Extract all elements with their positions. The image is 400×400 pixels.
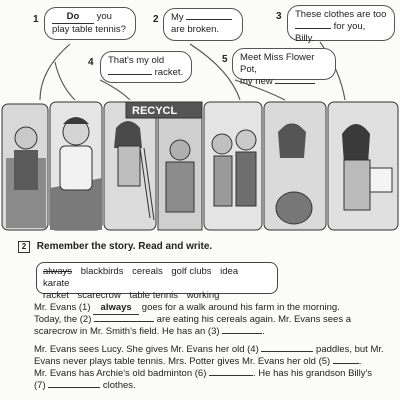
speech-bubble-2 — [163, 8, 243, 41]
bubble-5-number: 5 — [222, 54, 228, 65]
panel-woman-with-pot — [264, 102, 326, 230]
speech-bubble-3 — [287, 5, 395, 44]
text-line-6 — [34, 368, 373, 380]
speech-bubble-5 — [232, 48, 336, 87]
bubble-3-line1: These clothes are too — [295, 9, 387, 20]
line-text: Mr. Evans sees Lucy. She gives Mr. Evans her old (4) — [34, 344, 259, 355]
bubble-1-after: you — [96, 11, 112, 22]
line-text: Today, the (2) — [34, 314, 92, 325]
line-text: clothes. — [102, 380, 136, 391]
blank-5[interactable] — [275, 83, 315, 84]
exercise-instruction: Remember the story. Read and write. — [36, 241, 213, 252]
word-bank-item: table tennis — [129, 290, 179, 301]
panel-man-trees — [2, 104, 48, 230]
answer-blank-7[interactable] — [48, 387, 100, 388]
line-text: goes for a walk around his farm in the morning. — [141, 302, 340, 313]
line-text: . He has his grandson Billy's — [253, 368, 373, 379]
speech-bubble-1 — [44, 7, 136, 40]
word-bank-item: scarecrow — [77, 290, 121, 301]
word-bank-item: blackbirds — [80, 266, 124, 277]
answer-blank-6[interactable] — [209, 375, 253, 376]
text-line-2 — [34, 314, 364, 326]
word-bank-item: idea — [220, 266, 239, 277]
bubble-4-line2: racket. — [154, 67, 184, 78]
answer-blank-2[interactable] — [94, 321, 154, 322]
bubble-2-number: 2 — [153, 14, 159, 25]
bubble-2-line2: are broken. — [171, 24, 220, 35]
bubble-1-number: 1 — [33, 14, 39, 25]
bubble-1-line2: play table tennis? — [52, 24, 126, 35]
line-text: paddles, but Mr. — [316, 344, 384, 355]
answer-blank-5[interactable] — [333, 363, 359, 364]
bubble-3-line2: for you, Billy. — [295, 21, 366, 44]
text-line-5 — [34, 356, 364, 368]
line-text: Evans never plays table tennis. Mrs. Potter gives Mr. Evans her old (5) — [34, 356, 331, 367]
line-text: Mr. Evans (1) — [34, 302, 91, 313]
bubble-5-line2: my new — [240, 76, 273, 87]
answer-blank-3[interactable] — [222, 333, 262, 334]
bubble-2-before: My — [171, 12, 184, 23]
word-bank-item: racket — [43, 290, 69, 301]
line-text: (7) — [34, 380, 46, 391]
story-picture-strip — [0, 98, 400, 238]
line-text: . — [262, 326, 265, 337]
line-text: scarecrow in Mr. Smith's field. He has an (3) — [34, 326, 220, 337]
text-line-7 — [34, 380, 364, 392]
speech-bubble-4 — [100, 51, 192, 83]
bubble-4-line1: That's my old — [108, 55, 165, 66]
line-text: Mr. Evans has Archie's old badminton (6) — [34, 368, 207, 379]
answer-blank-1[interactable]: always — [93, 302, 139, 315]
bubble-5-line1: Meet Miss Flower Pot, — [240, 52, 315, 75]
blank-1-answer[interactable]: Do — [52, 11, 94, 24]
panel-woman-golf-clubs — [104, 102, 156, 230]
word-bank-item: working — [186, 290, 220, 301]
word-bank-item: cereals — [132, 266, 163, 277]
word-bank — [36, 262, 278, 301]
bubble-4-number: 4 — [88, 57, 94, 68]
word-bank-item: always — [43, 266, 73, 277]
recycle-sign-text: RECYCL — [132, 105, 178, 117]
bubble-3-number: 3 — [276, 11, 282, 22]
exercise-number: 2 — [18, 241, 30, 253]
word-bank-item: golf clubs — [171, 266, 212, 277]
blank-3[interactable] — [295, 28, 331, 29]
answer-blank-4[interactable] — [261, 351, 313, 352]
exercise-title — [18, 241, 212, 253]
text-line-4 — [34, 344, 384, 356]
line-text: . — [358, 356, 362, 367]
panel-woman-with-clothes — [328, 102, 398, 230]
blank-4[interactable] — [108, 74, 152, 75]
word-bank-item: karate — [43, 278, 70, 289]
blank-2[interactable] — [186, 19, 232, 20]
text-line-3 — [34, 326, 364, 338]
panel-scarecrow-farmer — [204, 102, 262, 230]
panel-man-portrait — [50, 102, 102, 230]
line-text: are eating his cereals again. Mr. Evans sees a — [156, 314, 351, 325]
